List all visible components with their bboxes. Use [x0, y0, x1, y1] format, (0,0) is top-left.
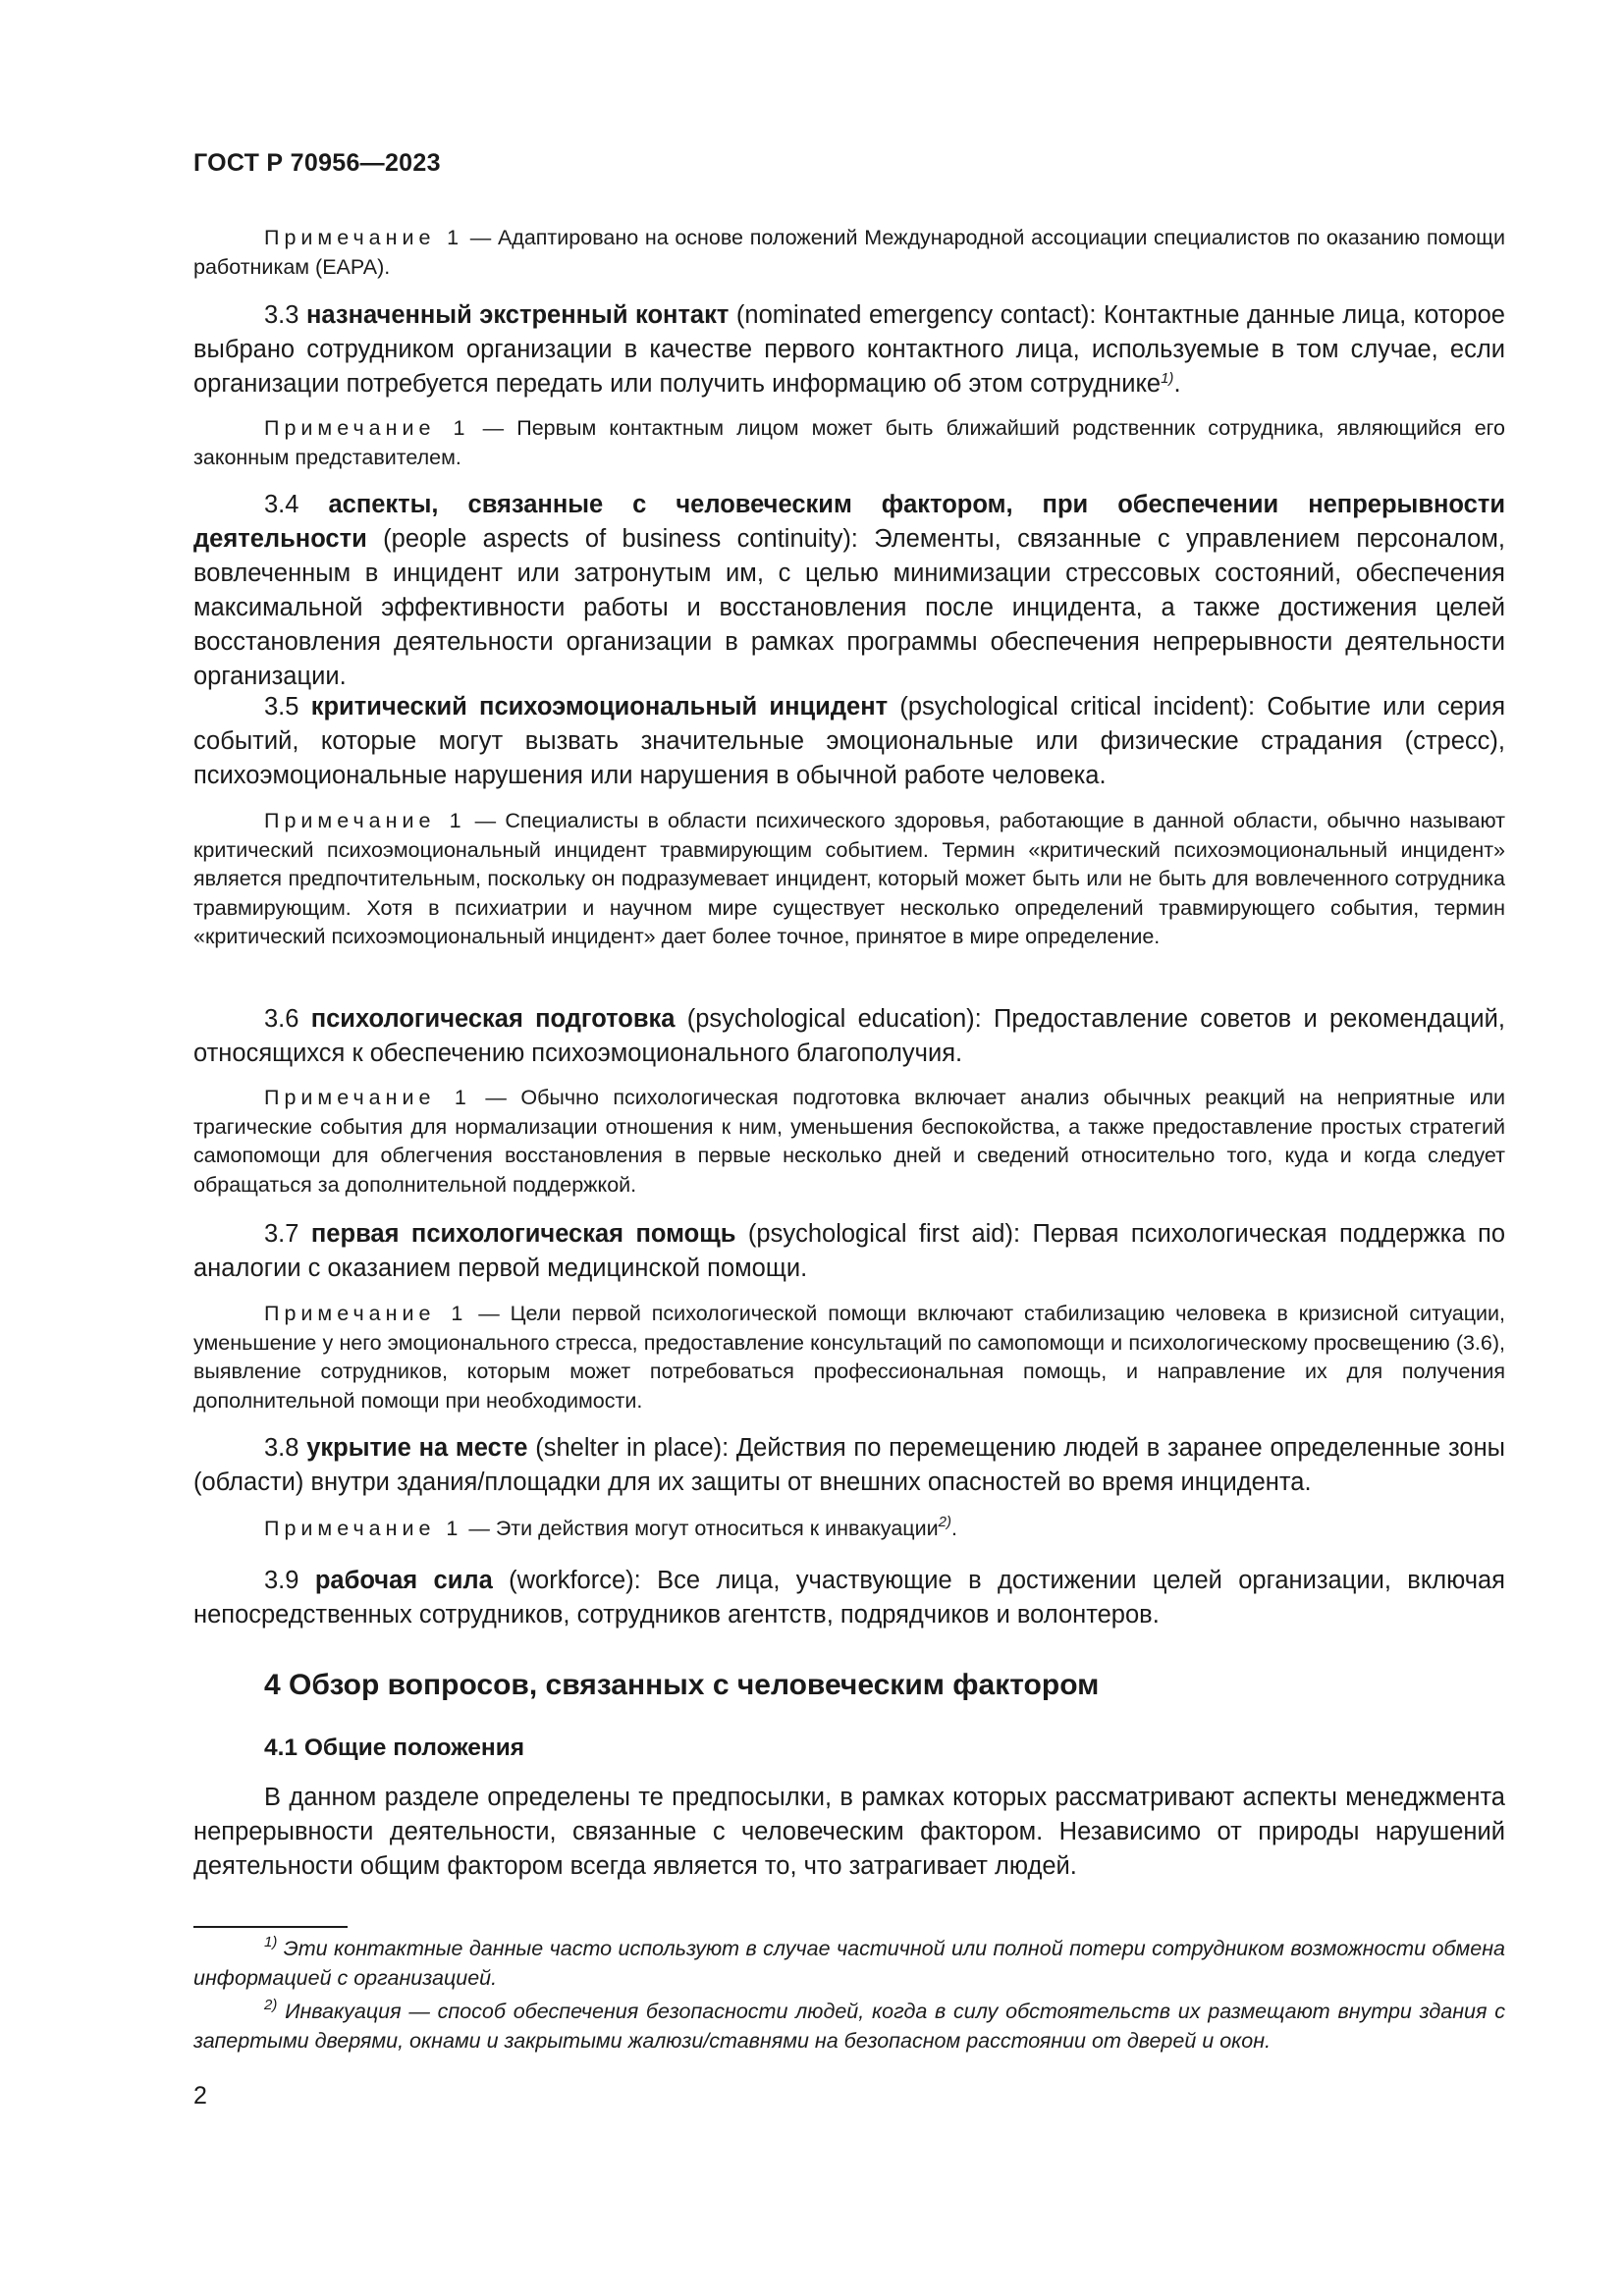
term-3-4: 3.4 аспекты, связанные с человеческим фактором, при обеспечении непрерывности деятельности (people aspects of business continuity): Элементы, связанные с управлением персоналом, вовлеченным в инцидент или затронутым им, с целью минимизации стрессовых состояний, обеспечения максимальной эффективности работы и восстановления после инцидента, а также достижения целей восстановления деятельности организации в рамках программы обеспечения непрерывности деятельности организации.: [193, 491, 1505, 690]
term-3-8: 3.8 укрытие на месте (shelter in place): Действия по перемещению людей в заранее определенные зоны (области) внутри здания/площадки для их защиты от внешних опасностей во время инцидента.: [193, 1434, 1505, 1496]
note-label: Примечание 1: [264, 1302, 468, 1325]
note-label: Примечание 1: [264, 226, 464, 249]
note-label: Примечание 1: [264, 809, 466, 832]
footnote-ref-1: 1): [1161, 370, 1174, 387]
note-text: Адаптировано на основе положений Международной ассоциации специалистов по оказанию помощи работникам (ЕАРА).: [193, 226, 1506, 279]
footnote-mark: 1): [264, 1934, 278, 1950]
section-4-1-paragraph: [193, 1781, 1505, 1884]
term-3-6: 3.6 психологическая подготовка (psychological education): Предоставление советов и рекомендаций, относящихся к обеспечению психоэмоционального благополучия.: [193, 1005, 1505, 1067]
note-text: Обычно психологическая подготовка включает анализ обычных реакций на неприятные или трагические события для нормализации отношения к ним, уменьшения беспокойства, а также предоставление простых стратегий самопомощи для облегчения восстановления в первые несколько дней и сведений относительно того, куда и когда следует обращаться за дополнительной поддержкой.: [193, 1086, 1506, 1197]
footnote-text: Инвакуация — способ обеспечения безопасности людей, когда в силу обстоятельств их размещают внутри здания с запертыми дверями, окнами и закрытыми жалюзи/ставнями на безопасном расстоянии от дверей и окон.: [193, 2000, 1505, 2053]
term-3-5: 3.5 критический психоэмоциональный инцидент (psychological critical incident): Событие или серия событий, которые могут вызвать значительные эмоциональные или физические страдания (стресс), психоэмоциональные нарушения или нарушения в обычной работе человека.: [193, 693, 1506, 789]
document-code-header: ГОСТ Р 70956—2023: [193, 149, 441, 177]
term-title: рабочая сила: [314, 1567, 493, 1594]
subsection-title: 4.1 Общие положения: [264, 1735, 525, 1761]
note-3-2: Примечание 1 — Адаптировано на основе положений Международной ассоциации специалистов по оказанию помощи работникам (ЕАРА).: [193, 226, 1506, 279]
subsection-4-1-heading: [193, 1735, 1505, 1762]
note-text: Цели первой психологической помощи включают стабилизацию человека в кризисной ситуации, уменьшение у него эмоционального стресса, предоставление консультаций по самопомощи и психологическому просвещению (3.6), выявление сотрудников, которым может потребоваться профессиональная помощь, и направление их для получения дополнительной помощи при необходимости.: [193, 1302, 1506, 1413]
note-text: Эти действия могут относиться к инвакуации: [495, 1517, 939, 1540]
note-3-5: Примечание 1 — Специалисты в области психического здоровья, работающие в данной области, обычно называют критический психоэмоциональный инцидент травмирующим событием. Термин «критический психоэмоциональный инцидент» является предпочтительным, поскольку он подразумевает инцидент, который может быть или не быть для вовлеченного сотрудника травмирующим. Хотя в психиатрии и научном мире существует несколько определений травмирующего события, термин «критический психоэмоциональный инцидент» дает более точное, принятое в мире определение.: [193, 809, 1505, 948]
section-4-heading: [193, 1669, 1505, 1702]
note-text: Специалисты в области психического здоровья, работающие в данной области, обычно называют критический психоэмоциональный инцидент травмирующим событием. Термин «критический психоэмоциональный инцидент» является предпочтительным, поскольку он подразумевает инцидент, который может быть или не быть для вовлеченного сотрудника травмирующим. Хотя в психиатрии и научном мире существует несколько определений травмирующего события, термин «критический психоэмоциональный инцидент» дает более точное, принятое в мире определение.: [193, 809, 1505, 948]
footnote-ref-2: 2): [938, 1514, 951, 1530]
footnote-1: [193, 1934, 1505, 1993]
footnote-separator: [193, 1926, 348, 1928]
paragraph-text: В данном разделе определены те предпосылки, в рамках которых рассматривают аспекты менеджмента непрерывности деятельности, связанные с человеческим фактором. Независимо от природы нарушений деятельности общим фактором всегда является то, что затрагивает людей.: [193, 1784, 1505, 1880]
note-3-8: Примечание 1 — Эти действия могут относиться к инвакуации$^{2)}$.: [264, 1514, 957, 1540]
term-3-7: 3.7 первая психологическая помощь (psychological first aid): Первая психологическая поддержка по аналогии с оказанием первой медицинской помощи.: [193, 1220, 1506, 1282]
term-definition: (shelter in place): Действия по перемещению людей в заранее определенные зоны (области) внутри здания/площадки для их защиты от внешних опасностей во время инцидента.: [193, 1434, 1505, 1496]
note-label: Примечание 1: [264, 416, 470, 440]
term-definition: (workforce): Все лица, участвующие в достижении целей организации, включая непосредственных сотрудников, сотрудников агентств, подрядчиков и волонтеров.: [193, 1567, 1505, 1629]
note-label: Примечание 1: [264, 1086, 471, 1109]
note-3-7: Примечание 1 — Цели первой психологической помощи включают стабилизацию человека в кризисной ситуации, уменьшение у него эмоционального стресса, предоставление консультаций по самопомощи и психологическому просвещению (3.6), выявление сотрудников, которым может потребоваться профессиональная помощь, и направление их для получения дополнительной помощи при необходимости.: [193, 1302, 1506, 1413]
footnote-mark: 2): [264, 1997, 278, 2013]
term-title: критический психоэмоциональный инцидент: [310, 693, 889, 721]
section-title: 4 Обзор вопросов, связанных с человеческим фактором: [264, 1669, 1100, 1701]
page-number: 2: [193, 2082, 207, 2109]
term-title: назначенный экстренный контакт: [306, 301, 730, 329]
term-title: укрытие на месте: [306, 1434, 528, 1462]
term-3-9: 3.9 рабочая сила (workforce): Все лица, участвующие в достижении целей организации, включая непосредственных сотрудников, сотрудников агентств, подрядчиков и волонтеров.: [193, 1567, 1505, 1629]
footnote-2: [193, 1997, 1505, 2056]
note-label: Примечание 1: [264, 1517, 463, 1540]
note-3-6: Примечание 1 — Обычно психологическая подготовка включает анализ обычных реакций на неприятные или трагические события для нормализации отношения к ним, уменьшения беспокойства, а также предоставление простых стратегий самопомощи для облегчения восстановления в первые несколько дней и сведений относительно того, куда и когда следует обращаться за дополнительной поддержкой.: [193, 1086, 1506, 1197]
term-title: первая психологическая помощь: [310, 1220, 736, 1248]
term-definition: (psychological first aid): Первая психологическая поддержка по аналогии с оказанием первой медицинской помощи.: [193, 1220, 1506, 1282]
term-definition: (psychological critical incident): Событие или серия событий, которые могут вызвать значительные эмоциональные или физические страдания (стресс), психоэмоциональные нарушения или нарушения в обычной работе человека.: [193, 693, 1506, 789]
note-3-3: Примечание 1 — Первым контактным лицом может быть ближайший родственник сотрудника, являющийся его законным представителем.: [193, 416, 1505, 469]
term-title: психологическая подготовка: [310, 1005, 676, 1033]
term-definition: (psychological education): Предоставление советов и рекомендаций, относящихся к обеспечению психоэмоционального благополучия.: [193, 1005, 1505, 1067]
note-text: Первым контактным лицом может быть ближайший родственник сотрудника, являющийся его законным представителем.: [193, 416, 1505, 469]
term-title: аспекты, связанные с человеческим фактором, при обеспечении непрерывности деятельности: [193, 491, 1505, 553]
term-definition: (nominated emergency contact): Контактные данные лица, которое выбрано сотрудником организации в качестве первого контактного лица, используемые в том случае, если организации потребуется передать или получить информацию об этом сотруднике: [193, 301, 1505, 398]
term-definition: (people aspects of business continuity): Элементы, связанные с управлением персоналом, вовлеченным в инцидент или затронутым им, с целью минимизации стрессовых состояний, обеспечения максимальной эффективности работы и восстановления после инцидента, а также достижения целей восстановления деятельности организации в рамках программы обеспечения непрерывности деятельности организации.: [193, 525, 1505, 690]
footnote-text: Эти контактные данные часто используют в случае частичной или полной потери сотрудником возможности обмена информацией с организацией.: [193, 1937, 1505, 1990]
term-3-3: 3.3 назначенный экстренный контакт (nominated emergency contact): Контактные данные лица, которое выбрано сотрудником организации в качестве первого контактного лица, используемые в том случае, если организации потребуется передать или получить информацию об этом сотруднике$^{1)}$.: [193, 301, 1505, 398]
